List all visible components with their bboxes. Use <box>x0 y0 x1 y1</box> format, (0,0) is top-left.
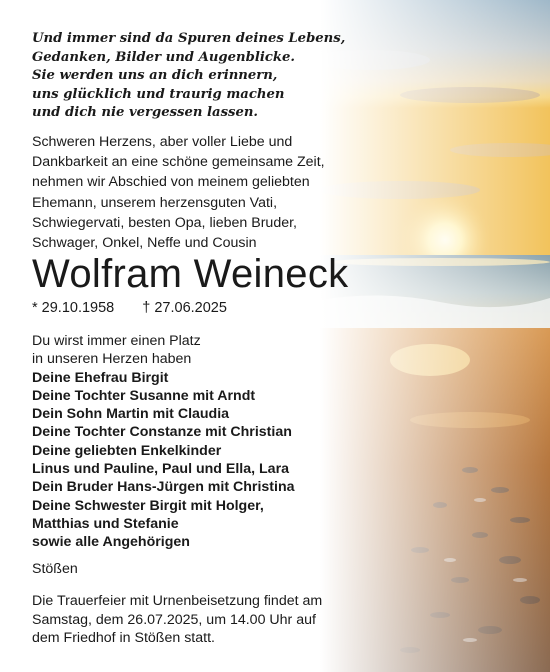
life-dates <box>32 300 227 316</box>
intro-line: Schwager, Onkel, Neffe und Cousin <box>32 235 257 252</box>
family-member: Deine Tochter Constanze mit Christian <box>32 424 292 441</box>
family-member: Deine Schwester Birgit mit Holger, <box>32 497 264 514</box>
deceased-name: Wolfram Weineck <box>32 252 349 296</box>
family-member: Deine Ehefrau Birgit <box>32 369 169 386</box>
family-list <box>32 332 295 552</box>
funeral-line: Samstag, dem 26.07.2025, um 14.00 Uhr auf <box>32 611 316 628</box>
family-member: Dein Bruder Hans-Jürgen mit Christina <box>32 479 295 496</box>
intro-line: Schweren Herzens, aber voller Liebe und <box>32 134 293 150</box>
poem-line: uns glücklich und traurig machen <box>32 86 285 102</box>
poem-line: Und immer sind da Spuren deines Lebens, <box>32 31 346 46</box>
family-member: Deine Tochter Susanne mit Arndt <box>32 387 256 404</box>
intro-line: Dankbarkeit an eine schöne gemeinsame Zeit, <box>32 154 325 171</box>
intro-line: Ehemann, unserem herzensguten Vati, <box>32 194 278 211</box>
funeral-line: dem Friedhof in Stößen statt. <box>32 630 215 647</box>
family-member: Dein Sohn Martin mit Claudia <box>32 406 230 423</box>
sunset-beach-photo <box>320 0 550 672</box>
poem-line: und dich nie vergessen lassen. <box>32 105 259 121</box>
family-member: sowie alle Angehörigen <box>32 534 190 551</box>
family-member: Matthias und Stefanie <box>32 515 179 532</box>
birth-date: * 29.10.1958 <box>32 300 115 316</box>
poem-line: Gedanken, Bilder und Augenblicke. <box>32 49 296 65</box>
death-date: † 27.06.2025 <box>142 300 227 316</box>
intro-text <box>32 132 325 253</box>
family-intro-line: in unseren Herzen haben <box>32 351 192 368</box>
intro-line: Schwiegervati, besten Opa, lieben Bruder, <box>32 214 297 231</box>
place-name: Stößen <box>32 561 78 577</box>
intro-line: nehmen wir Abschied von meinem geliebten <box>32 174 310 191</box>
family-intro-line: Du wirst immer einen Platz <box>32 333 201 349</box>
poem <box>32 30 345 123</box>
funeral-line: Die Trauerfeier mit Urnenbeisetzung findet am <box>32 593 323 609</box>
family-member: Linus und Pauline, Paul und Ella, Lara <box>32 461 289 478</box>
poem-line: Sie werden uns an dich erinnern, <box>32 68 278 84</box>
family-member: Deine geliebten Enkelkinder <box>32 442 222 459</box>
funeral-notice <box>32 592 322 648</box>
